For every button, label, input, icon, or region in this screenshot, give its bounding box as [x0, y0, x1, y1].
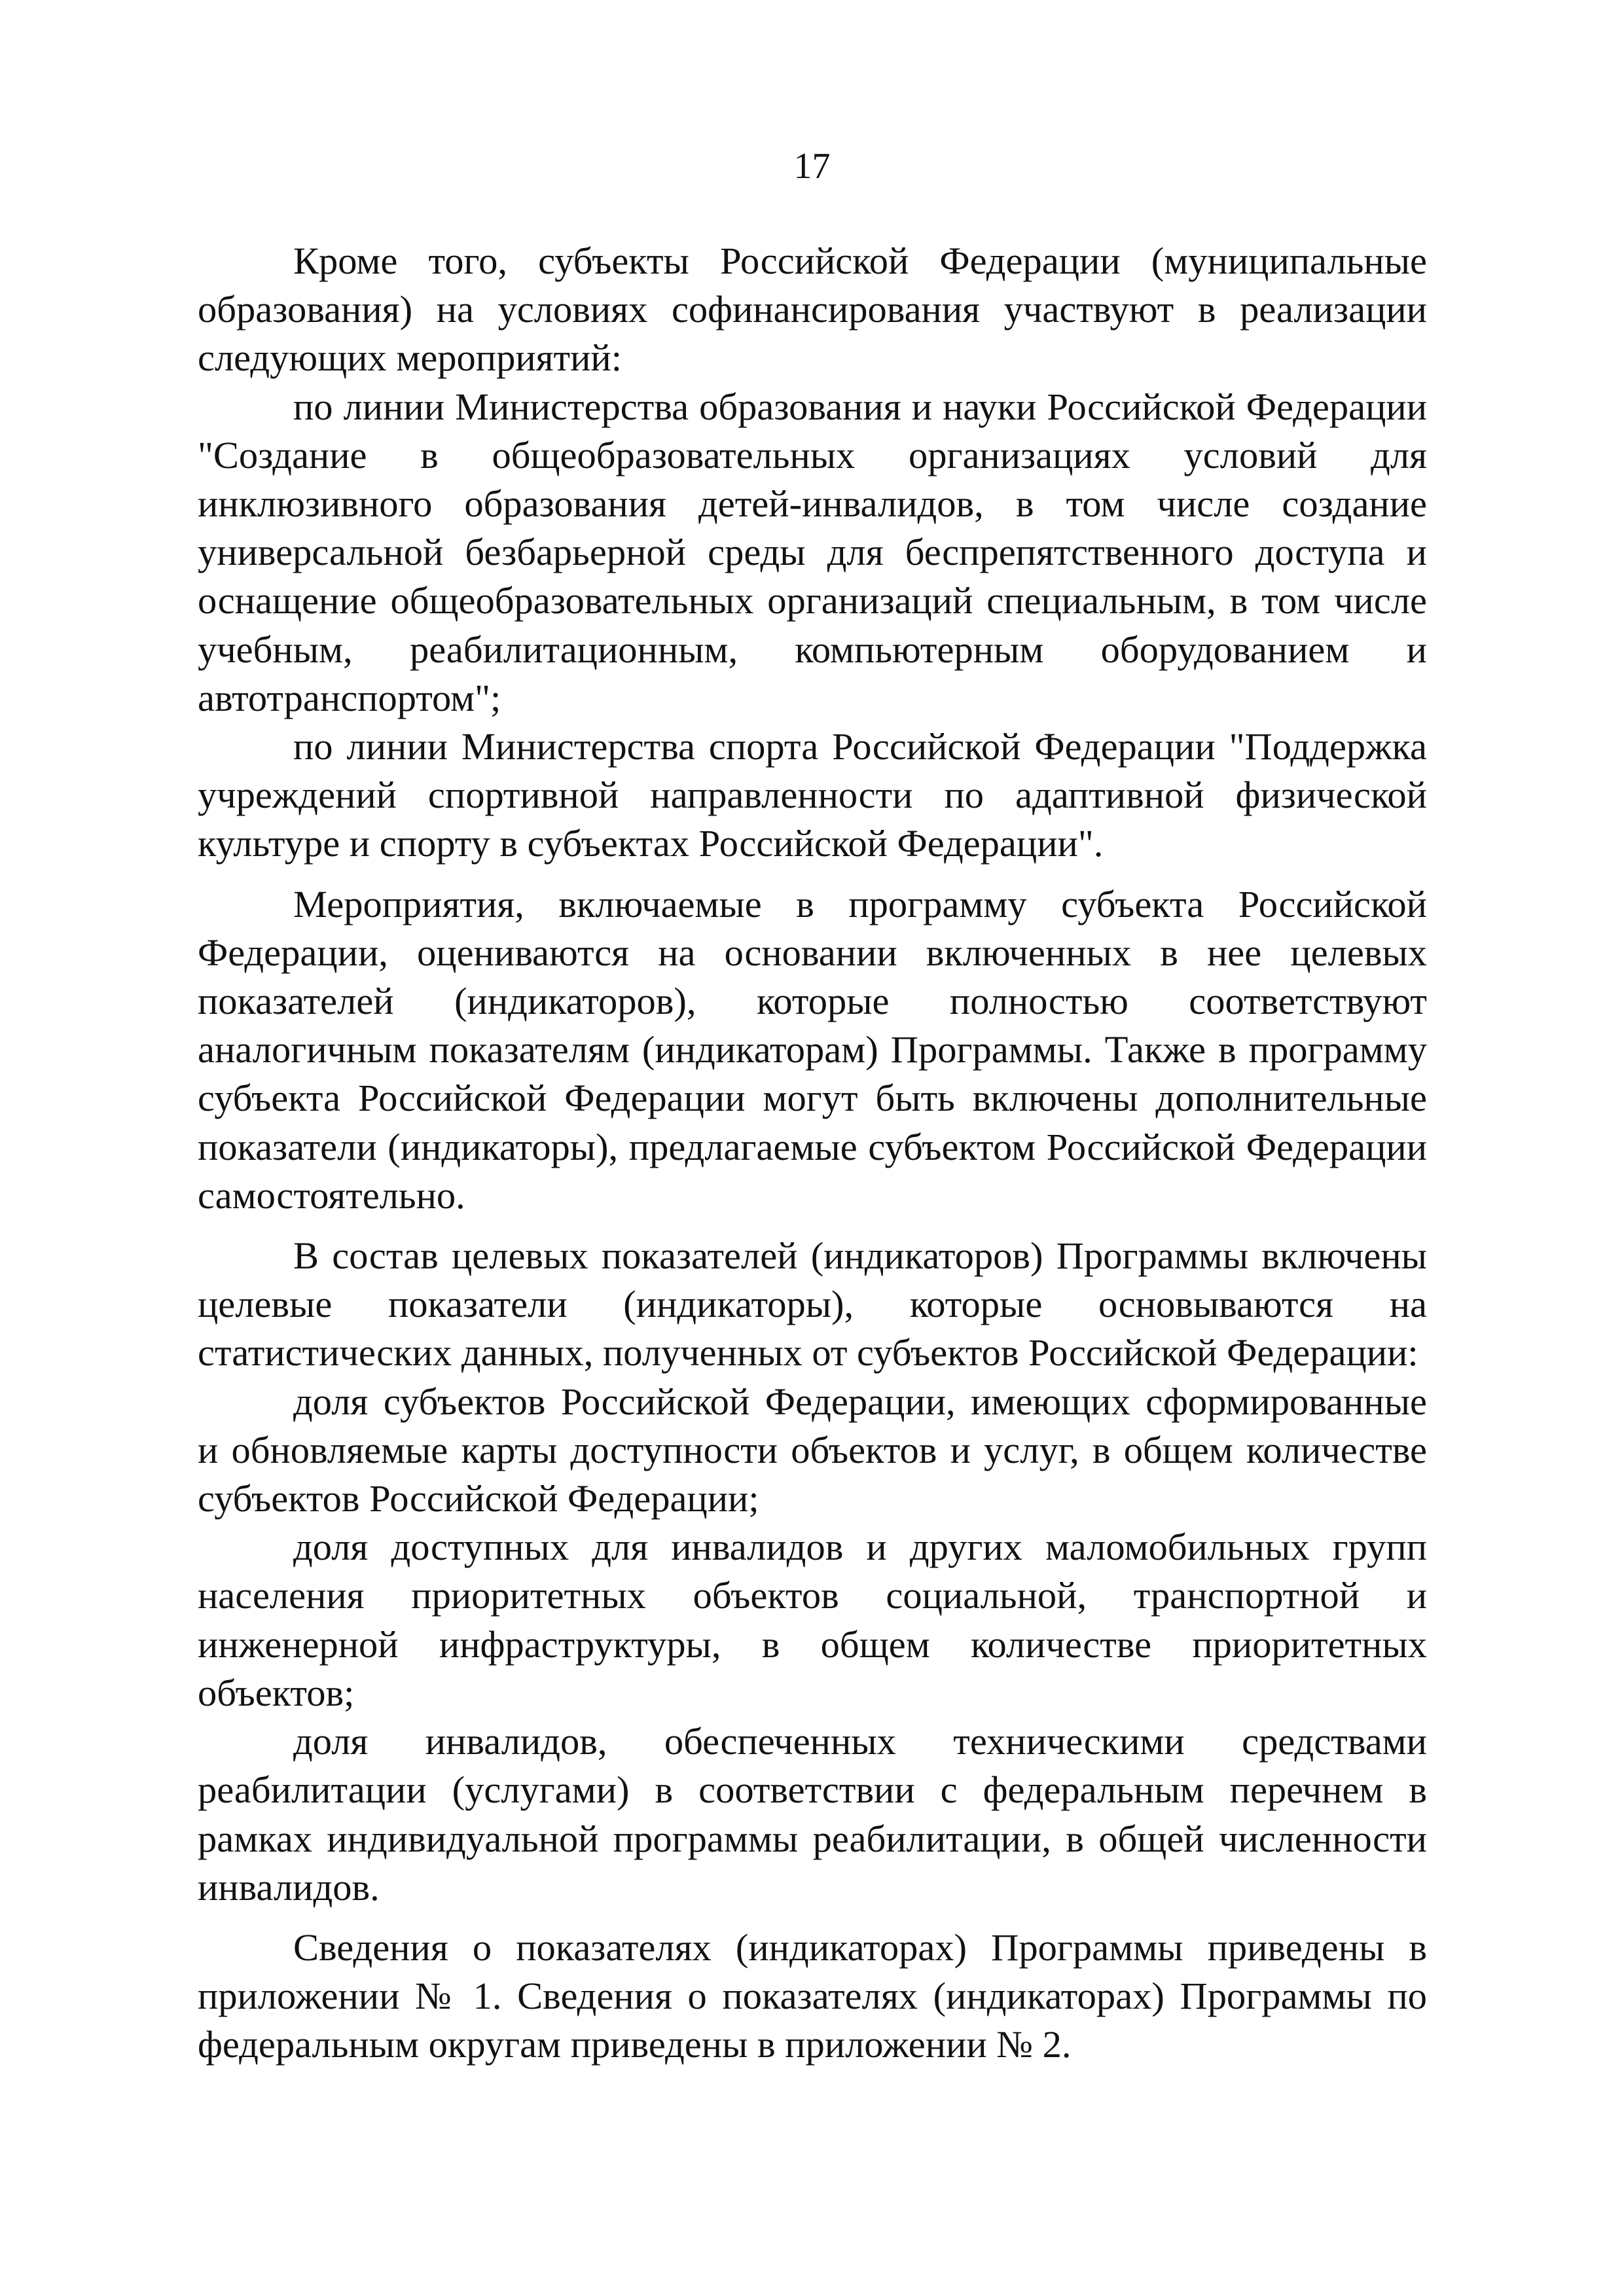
paragraph-target-indicators: В состав целевых показателей (индикаторов) Программы включены целевые показатели (индикаторы), которые основываются на статистических данных, полученных от субъектов Российской Федерации: — [198, 1234, 1427, 1374]
document-body — [198, 237, 1427, 2070]
paragraph-indicator-accessibility-maps: доля субъектов Российской Федерации, имеющих сформированные и обновляемые карты доступности объектов и услуг, в общем количестве субъектов Российской Федерации; — [198, 1380, 1427, 1520]
paragraph-measures-evaluation: Мероприятия, включаемые в программу субъекта Российской Федерации, оцениваются на основании включенных в нее целевых показателей (индикаторов), которые полностью соответствуют аналогичным показателям (индикаторам) Программы. Также в программу субъекта Российской Федерации могут быть включены дополнительные показатели (индикаторы), предлагаемые субъектом Российской Федерации самостоятельно. — [198, 882, 1427, 1217]
paragraph-ministry-education: по линии Министерства образования и науки Российской Федерации "Создание в общеобразовательных организациях условий для инклюзивного образования детей-инвалидов, в том числе создание универсальной безбарьерной среды для беспрепятственного доступа и оснащение общеобразовательных организаций специальным, в том числе учебным, реабилитационным, компьютерным оборудованием и автотранспортом"; — [198, 385, 1427, 719]
paragraph-appendix-references: Сведения о показателях (индикаторах) Программы приведены в приложении № 1. Сведения о показателях (индикаторах) Программы по федеральным округам приведены в приложении № 2. — [198, 1926, 1427, 2066]
paragraph-ministry-sport: по линии Министерства спорта Российской Федерации "Поддержка учреждений спортивной направленности по адаптивной физической культуре и спорту в субъектах Российской Федерации". — [198, 725, 1427, 865]
paragraph-indicator-accessible-objects: доля доступных для инвалидов и других маломобильных групп населения приоритетных объектов социальной, транспортной и инженерной инфраструктуры, в общем количестве приоритетных объектов; — [198, 1526, 1427, 1714]
paragraph-indicator-rehab-means: доля инвалидов, обеспеченных техническими средствами реабилитации (услугами) в соответствии с федеральным перечнем в рамках индивидуальной программы реабилитации, в общей численности инвалидов. — [198, 1720, 1427, 1909]
paragraph-cofinancing-intro: Кроме того, субъекты Российской Федерации (муниципальные образования) на условиях софинансирования участвуют в реализации следующих мероприятий: — [198, 240, 1427, 380]
page-number: 17 — [793, 146, 831, 187]
